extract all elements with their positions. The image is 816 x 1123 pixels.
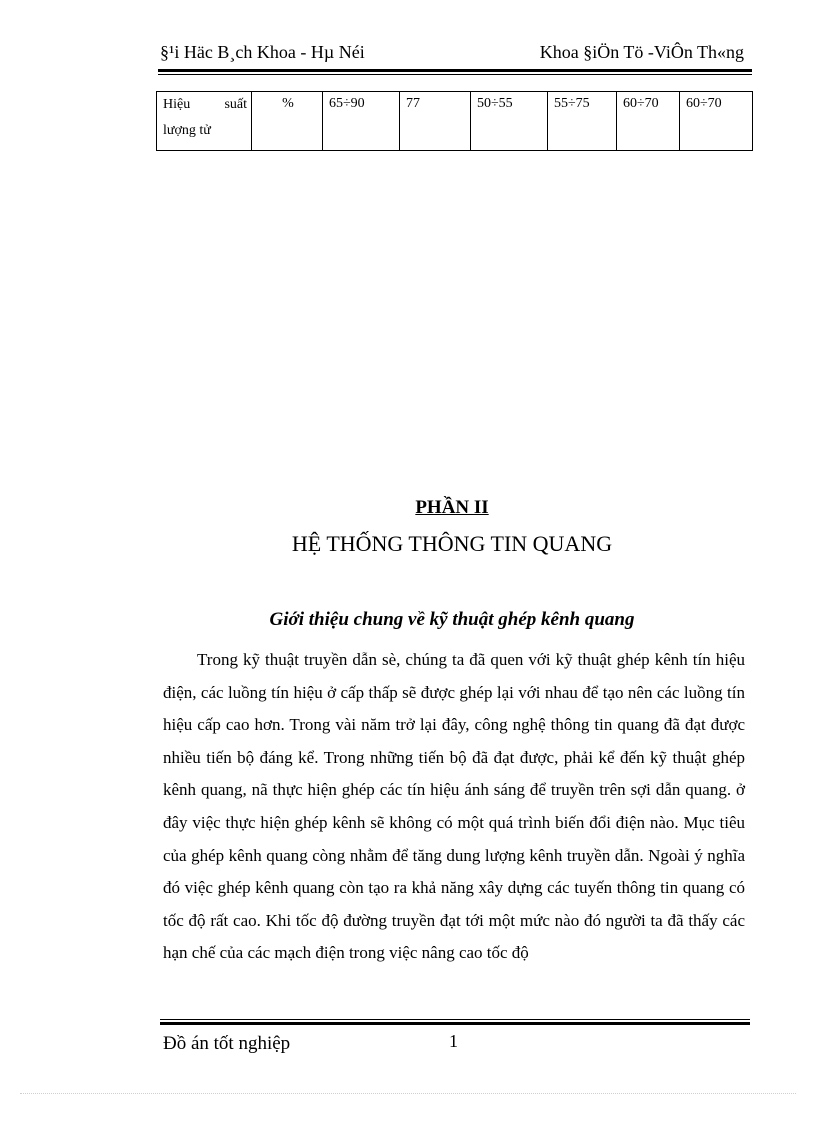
page-number: 1 bbox=[449, 1031, 458, 1051]
table-cell: 50÷55 bbox=[471, 92, 548, 151]
table-row-label bbox=[157, 92, 252, 151]
header-divider bbox=[158, 69, 752, 72]
footer-divider bbox=[160, 1022, 750, 1025]
header-university: §¹i Häc B¸ch Khoa - Hµ Néi bbox=[160, 42, 365, 62]
page-edge bbox=[20, 1093, 796, 1094]
table-cell: 60÷70 bbox=[617, 92, 680, 151]
body-paragraph bbox=[163, 644, 745, 970]
table-row bbox=[157, 92, 753, 151]
table-cell: 65÷90 bbox=[323, 92, 400, 151]
label-word-1: Hiệu bbox=[163, 97, 191, 112]
header-faculty: Khoa §iÖn Tö -ViÔn Th«ng bbox=[539, 42, 744, 62]
body-paragraph-text: Trong kỹ thuật truyền dẫn sè, chúng ta đã quen với kỹ thuật ghép kênh tín hiệu điện, các luồng tín hiệu ở cấp thấp sẽ được ghép lại với nhau để tạo nên các luồng tín hiệu cấp cao hơn. Trong vài năm trở lại đây, công nghệ thông tin quang đã đạt được nhiều tiến bộ đáng kể. Trong những tiến bộ đã đạt được, phải kể đến kỹ thuật ghép kênh quang, nã thực hiện ghép các tín hiệu ánh sáng để truyền trên sợi dẫn quang. ở đây việc thực hiện ghép kênh sẽ không có một quá trình biến đổi điện nào. Mục tiêu của ghép kênh quang còng nhằm để tăng dung lượng kênh truyền dẫn. Ngoài ý nghĩa đó việc ghép kênh quang còn tạo ra khả năng xây dựng các tuyến thông tin quang có tốc độ rất cao. Khi tốc độ đường truyền đạt tới một mức nào đó người ta đã thấy các hạn chế của các mạch điện trong việc nâng cao tốc độ bbox=[163, 650, 745, 963]
label-line-2: lượng tử bbox=[163, 123, 211, 138]
table-cell: 77 bbox=[400, 92, 471, 151]
chapter-heading: HỆ THỐNG THÔNG TIN QUANG bbox=[291, 531, 613, 556]
table-cell: 55÷75 bbox=[548, 92, 617, 151]
section-title: Giới thiệu chung về kỹ thuật ghép kênh quang bbox=[269, 609, 635, 630]
footer-title: Đồ án tốt nghiệp bbox=[163, 1033, 291, 1054]
table-cell: 60÷70 bbox=[680, 92, 753, 151]
footer-divider-thin bbox=[160, 1019, 750, 1020]
spec-table bbox=[156, 91, 753, 151]
part-title: PHẦN II bbox=[415, 497, 489, 518]
header-divider-thin bbox=[158, 74, 752, 75]
label-word-2: suất bbox=[224, 97, 247, 112]
table-cell-unit: % bbox=[252, 92, 323, 151]
